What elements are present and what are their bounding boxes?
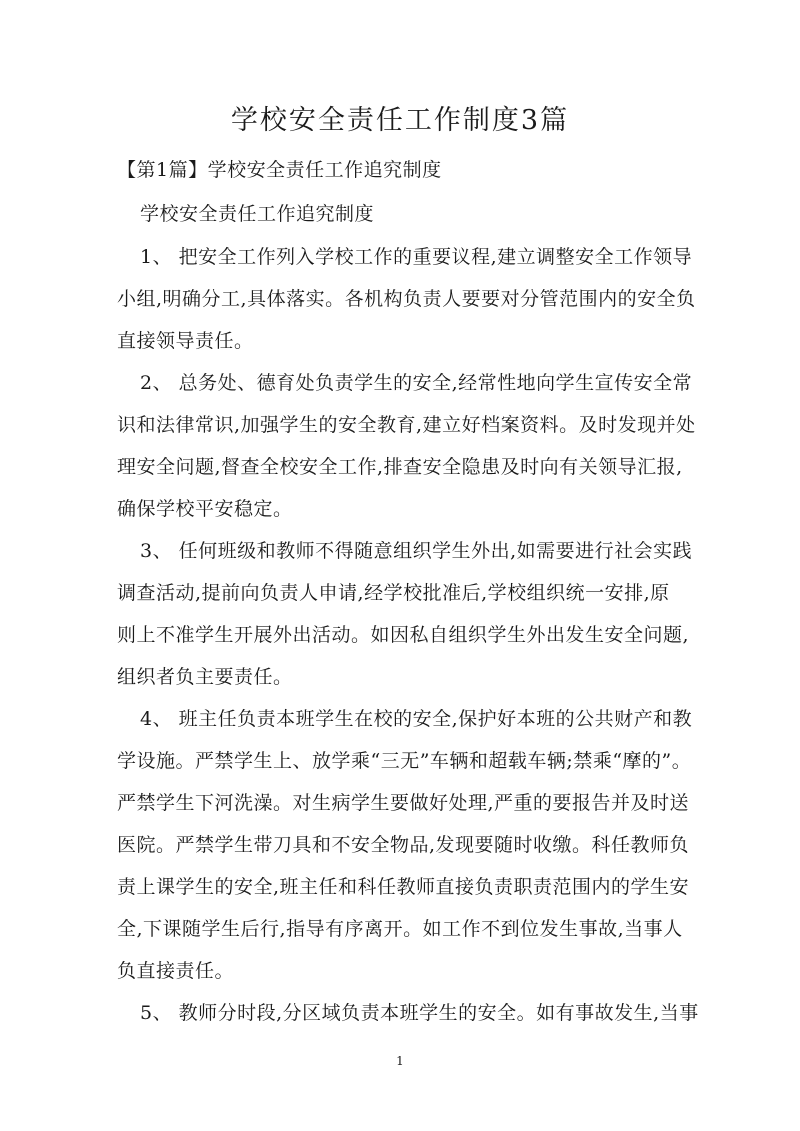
paragraph-line: 责上课学生的安全,班主任和科任教师直接负责职责范围内的学生安 xyxy=(117,876,690,898)
paragraph-line: 理安全问题,督查全校安全工作,排查安全隐患及时向有关领导汇报, xyxy=(117,456,683,478)
paragraph-line: 识和法律常识,加强学生的安全教育,建立好档案资料。及时发现并处 xyxy=(117,414,696,436)
paragraph-line: 负直接责任。 xyxy=(117,960,235,982)
paragraph-line: 学校安全责任工作追究制度 xyxy=(140,203,375,225)
paragraph-line: 组织者负主要责任。 xyxy=(117,666,293,688)
paragraph-line: 严禁学生下河洗澡。对生病学生要做好处理,严重的要报告并及时送 xyxy=(117,792,690,814)
section-heading: 【第1篇】学校安全责任工作追究制度 xyxy=(117,159,442,181)
paragraph-line: 学设施。严禁学生上、放学乘“三无”车辆和超载车辆;禁乘“摩的”。 xyxy=(117,750,692,772)
paragraph-line: 则上不准学生开展外出活动。如因私自组织学生外出发生安全问题, xyxy=(117,624,690,646)
document-title: 学校安全责任工作制度3篇 xyxy=(230,105,570,136)
paragraph-line: 3、 任何班级和教师不得随意组织学生外出,如需要进行社会实践 xyxy=(140,540,693,562)
paragraph-line: 调查活动,提前向负责人申请,经学校批准后,学校组织统一安排,原 xyxy=(117,582,670,604)
paragraph-line: 1、 把安全工作列入学校工作的重要议程,建立调整安全工作领导 xyxy=(140,246,693,268)
paragraph-line: 2、 总务处、德育处负责学生的安全,经常性地向学生宣传安全常 xyxy=(140,372,693,394)
page-number: 1 xyxy=(396,1054,404,1068)
paragraph-line: 确保学校平安稳定。 xyxy=(117,498,293,520)
paragraph-line: 医院。严禁学生带刀具和不安全物品,发现要随时收缴。科任教师负 xyxy=(117,834,690,856)
paragraph-line: 4、 班主任负责本班学生在校的安全,保护好本班的公共财产和教 xyxy=(140,708,693,730)
paragraph-line: 小组,明确分工,具体落实。各机构负责人要要对分管范围内的安全负 xyxy=(117,288,696,310)
paragraph-line: 直接领导责任。 xyxy=(117,330,254,352)
paragraph-line: 5、 教师分时段,分区域负责本班学生的安全。如有事故发生,当事 xyxy=(140,1002,699,1024)
paragraph-line: 全,下课随学生后行,指导有序离开。如工作不到位发生事故,当事人 xyxy=(117,918,683,940)
